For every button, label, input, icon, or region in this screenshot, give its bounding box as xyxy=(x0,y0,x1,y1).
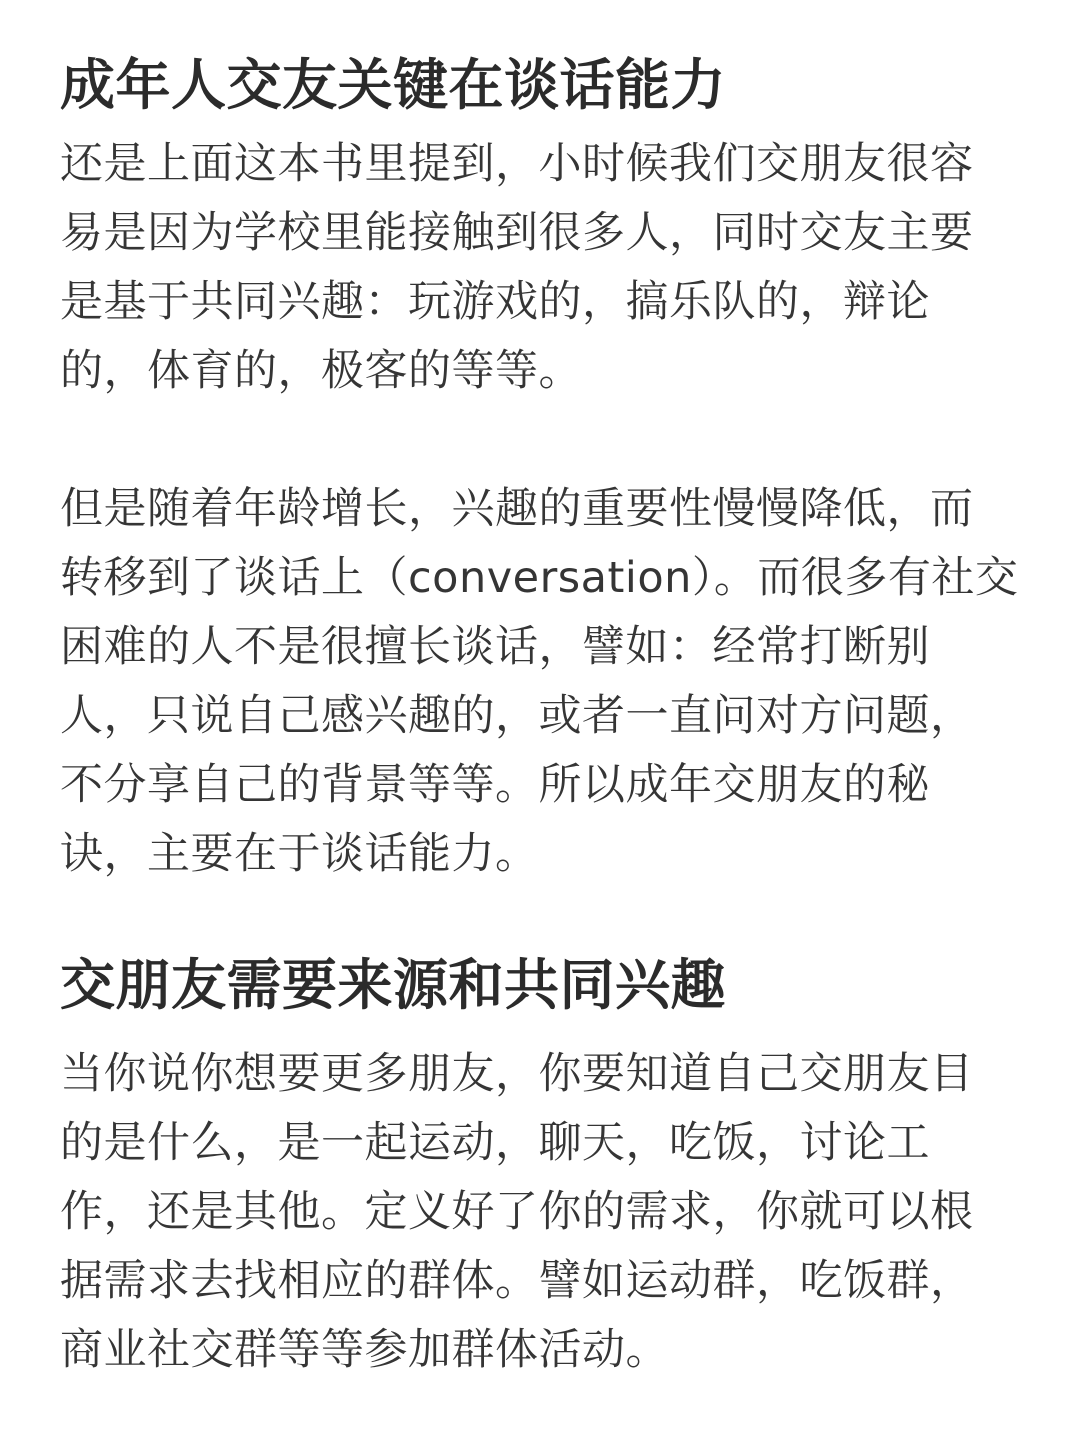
paragraph-line: 转移到了谈话上（conversation）。而很多有社交 xyxy=(60,553,1019,603)
section-heading-2: 交朋友需要来源和共同兴趣 xyxy=(60,953,727,1017)
paragraph-line: 还是上面这本书里提到，小时候我们交朋友很容 xyxy=(60,139,974,189)
paragraph-1 xyxy=(60,130,1020,406)
paragraph-line: 商业社交群等等参加群体活动。 xyxy=(60,1325,669,1375)
section-heading-1: 成年人交友关键在谈话能力 xyxy=(60,53,727,117)
paragraph-line: 易是因为学校里能接触到很多人，同时交友主要 xyxy=(60,208,974,258)
paragraph-line: 的，体育的，极客的等等。 xyxy=(60,346,582,396)
paragraph-line: 但是随着年龄增长，兴趣的重要性慢慢降低，而 xyxy=(60,484,974,534)
paragraph-line: 当你说你想要更多朋友，你要知道自己交朋友目 xyxy=(60,1049,974,1099)
paragraph-line: 作，还是其他。定义好了你的需求，你就可以根 xyxy=(60,1187,974,1237)
paragraph-line: 的是什么，是一起运动，聊天，吃饭，讨论工 xyxy=(60,1118,930,1168)
paragraph-line: 困难的人不是很擅长谈话，譬如：经常打断别 xyxy=(60,622,930,672)
paragraph-3 xyxy=(60,1040,1020,1385)
paragraph-line: 不分享自己的背景等等。所以成年交朋友的秘 xyxy=(60,760,930,810)
paragraph-line: 据需求去找相应的群体。譬如运动群，吃饭群， xyxy=(60,1256,974,1306)
paragraph-2 xyxy=(60,475,1020,889)
paragraph-line: 诀，主要在于谈话能力。 xyxy=(60,829,539,879)
paragraph-line: 人，只说自己感兴趣的，或者一直问对方问题， xyxy=(60,691,974,741)
paragraph-line: 是基于共同兴趣：玩游戏的，搞乐队的，辩论 xyxy=(60,277,930,327)
